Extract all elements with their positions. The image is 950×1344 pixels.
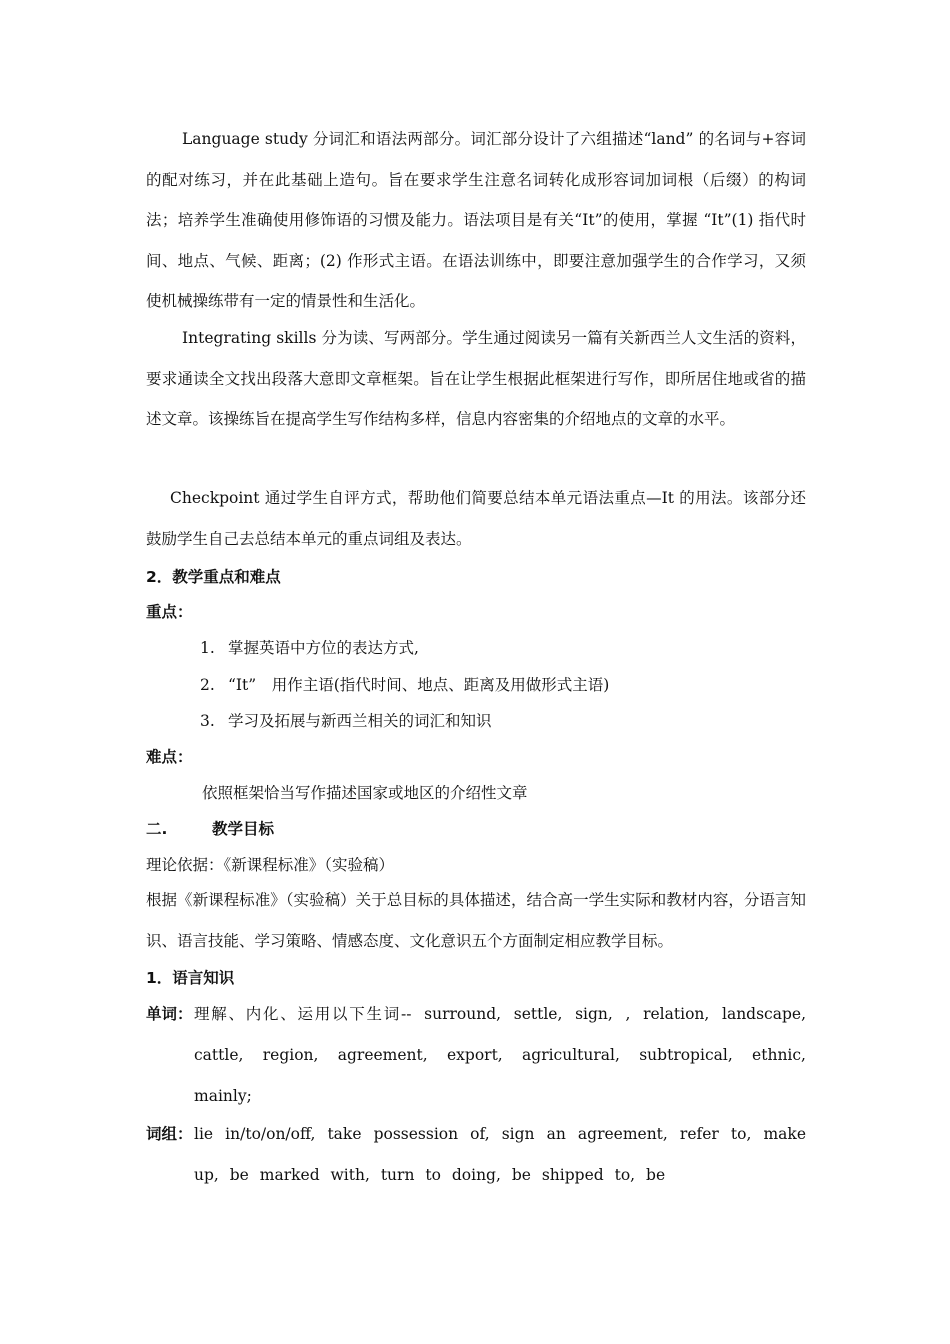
vocabulary-words — [146, 994, 806, 1117]
paragraph-integrating-skills: Integrating skills 分为读、写两部分。学生通过阅读另一篇有关新西兰人文生活的资料，要求通读全文找出段落大意即文章框架。旨在让学生根据此框架进行写作，即所居住地或省的描述文章。该操练旨在提高学生写作结构多样，信息内容密集的介绍地点的文章的水平。 — [146, 329, 806, 428]
list-item-text: 掌握英语中方位的表达方式, — [228, 639, 419, 657]
list-item-number: 1. — [200, 639, 215, 657]
words-label: 单词： — [146, 1005, 193, 1023]
section-title: 教学目标 — [212, 820, 275, 838]
phrases-text: lie in/to/on/off, take possession of, sign an agreement, refer to, make up, be marked with, turn to doing, be shipped to, be — [194, 1125, 806, 1184]
phrases-label: 词组： — [146, 1125, 193, 1143]
list-item-text: 学习及拓展与新西兰相关的词汇和知识 — [228, 712, 492, 730]
list-item — [200, 709, 492, 733]
section-heading-key-points: 2．教学重点和难点 — [146, 568, 281, 586]
vocabulary-phrases — [146, 1114, 806, 1196]
list-item-number: 2. — [200, 676, 215, 694]
difficulty-label: 难点： — [146, 748, 193, 766]
list-item — [200, 636, 419, 660]
list-item — [200, 673, 609, 697]
list-item-number: 3. — [200, 712, 215, 730]
section-number: 二. — [146, 820, 168, 838]
language-knowledge-heading: 1．语言知识 — [146, 969, 235, 987]
words-text: 理解、内化、运用以下生词-- surround, settle, sign, , relation, landscape, cattle, region, agreement, export, agricultural, subtropical, ethnic, mainly; — [194, 1005, 806, 1105]
key-points-label: 重点： — [146, 603, 193, 621]
paragraph-checkpoint: Checkpoint 通过学生自评方式，帮助他们简要总结本单元语法重点—It 的用法。该部分还鼓励学生自己去总结本单元的重点词组及表达。 — [146, 489, 806, 548]
paragraph-language-study: Language study 分词汇和语法两部分。词汇部分设计了六组描述“land” 的名词与+容词的配对练习，并在此基础上造句。旨在要求学生注意名词转化成形容词加词根（后缀）的构词法；培养学生准确使用修饰语的习惯及能力。语法项目是有关“It”的使用，掌握 “It”(1) 指代时间、地点、气候、距离；(2) 作形式主语。在语法训练中，即要注意加强学生的合作学习，又须使机械操练带有一定的情景性和生活化。 — [146, 130, 806, 310]
section-heading-goals — [146, 817, 274, 841]
basis-paragraph: 根据《新课程标准》（实验稿）关于总目标的具体描述，结合高一学生实际和教材内容，分语言知识、语言技能、学习策略、情感态度、文化意识五个方面制定相应教学目标。 — [146, 891, 806, 950]
list-item-text: “It” 用作主语(指代时间、地点、距离及用做形式主语) — [228, 676, 610, 694]
difficulty-text: 依照框架恰当写作描述国家或地区的介绍性文章 — [202, 784, 528, 802]
theory-basis: 理论依据：《新课程标准》（实验稿） — [146, 856, 395, 874]
